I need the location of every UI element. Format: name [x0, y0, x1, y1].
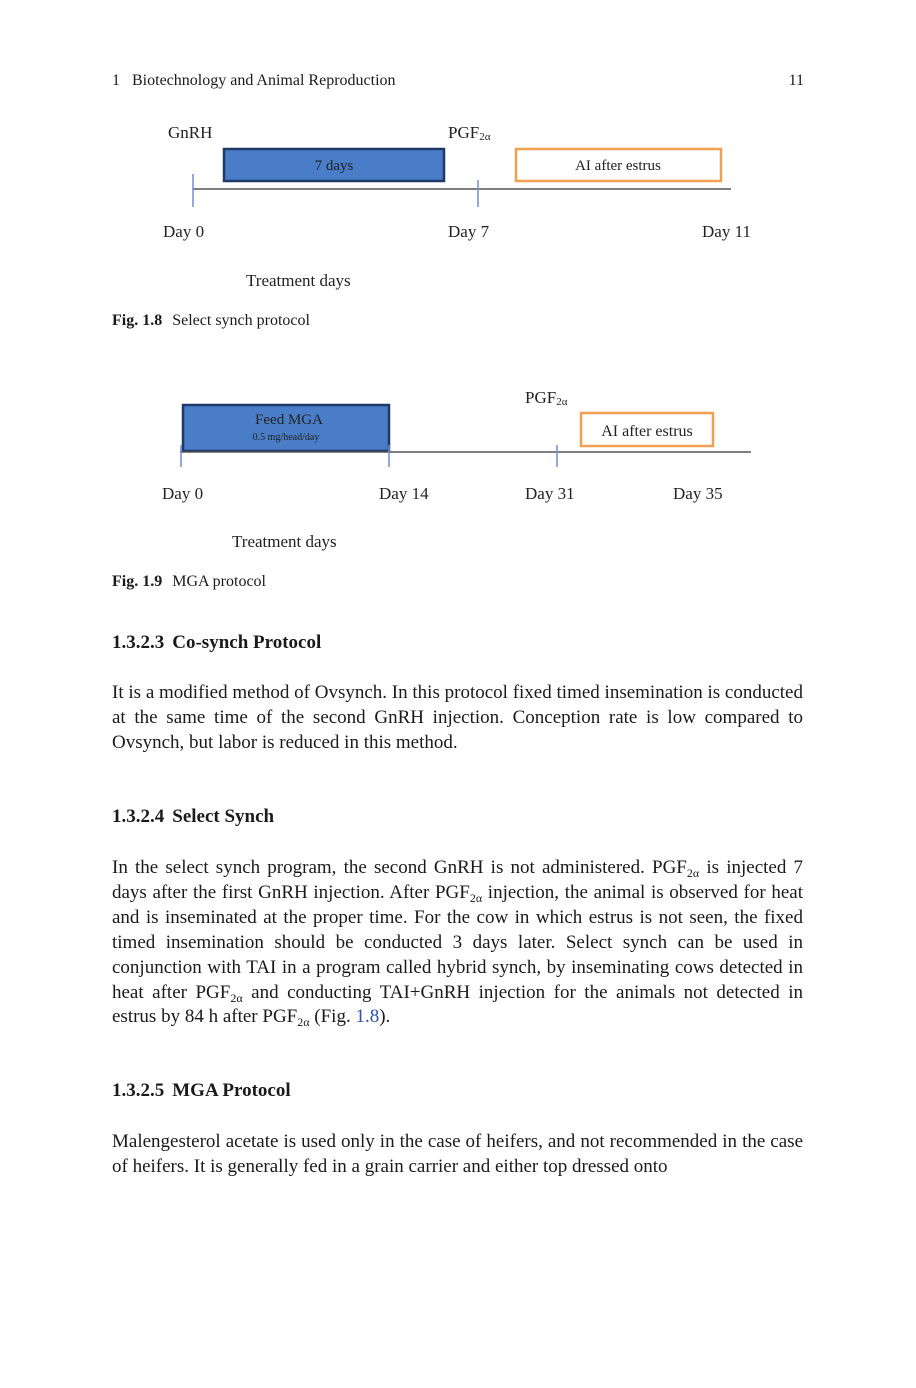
day-11-label: Day 11	[702, 222, 751, 241]
day-0-label: Day 0	[163, 222, 205, 241]
paragraph-select-synch: In the select synch program, the second GnRH is not administered. $PGF_{2\alpha}$ is injected 7 days after the first GnRH injection. After $PGF_{2\alpha}$ injection, the animal is observed for heat and is inseminated at the proper time. For the cow in which estrus is not seen, the fixed timed insemination should be conducted 3 days later. Select synch can be used in conjunction with TAI in a program called hybrid synch, by inseminating cows detected in heat after $PGF_{2\alpha}$ and conducting TAI+GnRH injection for the animals not detected in estrus by 84 h after $PGF_{2\alpha}$ (Fig. 1.8).	[112, 857, 804, 1030]
gnrh-label: GnRH	[168, 123, 213, 142]
section-title: Select Synch	[172, 806, 275, 827]
figure-1-9-caption	[112, 573, 266, 591]
figure-1-9-mga-diagram	[0, 380, 916, 555]
day-0-label: Day 0	[162, 484, 204, 503]
ai-after-estrus-label: AI after estrus	[575, 158, 661, 174]
day-7-label: Day 7	[448, 222, 490, 241]
figure-1-8-caption	[112, 312, 310, 330]
pgf-label: PGF2α	[525, 388, 568, 408]
section-number: 1.3.2.3	[112, 632, 165, 653]
seven-day-bar-label: 7 days	[314, 158, 354, 174]
figure-number: Fig. 1.8	[112, 312, 163, 329]
section-number: 1.3.2.5	[112, 1080, 165, 1101]
pgf-label: PGF2α	[448, 123, 491, 143]
figure-1-8-link[interactable]: 1.8	[355, 1006, 380, 1028]
section-title: Co-synch Protocol	[172, 632, 322, 653]
chapter-title: 1 Biotechnology and Animal Reproduction	[112, 72, 396, 89]
section-title: MGA Protocol	[172, 1080, 291, 1101]
paragraph-co-synch: It is a modified method of Ovsynch. In this protocol fixed timed insemination is conducted at the same time of the second GnRH injection. Conception rate is low compared to Ovsynch, but labor is reduced in this method.	[112, 682, 803, 753]
running-header	[112, 72, 804, 94]
section-heading-mga-protocol	[112, 1080, 291, 1102]
day-31-label: Day 31	[525, 484, 575, 503]
day-14-label: Day 14	[379, 484, 429, 503]
caption-text: MGA protocol	[172, 573, 266, 590]
section-number: 1.3.2.4	[112, 806, 165, 827]
feed-mga-dose-label: 0.5 mg/head/day	[252, 432, 320, 443]
ai-after-estrus-label: AI after estrus	[601, 423, 693, 440]
day-35-label: Day 35	[673, 484, 723, 503]
treatment-days-label: Treatment days	[232, 532, 337, 551]
page-number: 11	[788, 72, 804, 89]
figure-1-8-select-synch-diagram	[0, 110, 916, 295]
figure-number: Fig. 1.9	[112, 573, 163, 590]
paragraph-mga-protocol: Malengesterol acetate is used only in the case of heifers, and not recommended in the case of heifers. It is generally fed in a grain carrier and either top dressed onto	[112, 1131, 803, 1177]
feed-mga-label: Feed MGA	[255, 412, 323, 428]
treatment-days-label: Treatment days	[246, 271, 351, 290]
caption-text: Select synch protocol	[172, 312, 310, 329]
section-heading-co-synch	[112, 632, 321, 654]
section-heading-select-synch	[112, 806, 274, 828]
